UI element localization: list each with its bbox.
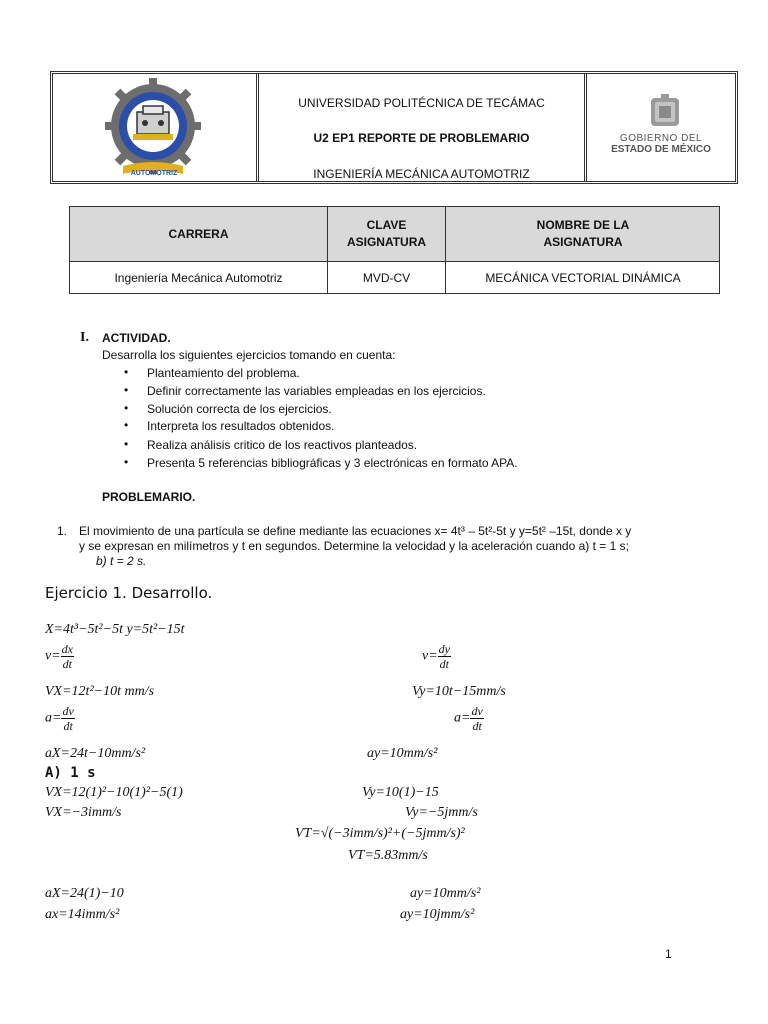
fraction-denominator: dt — [472, 719, 482, 733]
list-item: Presenta 5 referencias bibliográficas y 3 electrónicas en formato APA. — [147, 456, 518, 470]
velocity-def-y — [422, 642, 451, 671]
header-nombre-line2: ASIGNATURA — [543, 235, 623, 249]
list-item: Planteamiento del problema. — [147, 366, 300, 380]
fraction — [438, 642, 451, 671]
fraction-denominator: dt — [439, 657, 449, 671]
fraction-numerator: dv — [471, 704, 483, 718]
page-number: 1 — [665, 947, 672, 961]
header-logo-cell — [53, 74, 259, 181]
cell-clave: MVD-CV — [362, 271, 411, 285]
equation-position: X=4t³−5t²−5t y=5t²−15t — [45, 622, 185, 637]
university-logo — [53, 74, 253, 181]
problemario-heading: PROBLEMARIO. — [102, 490, 196, 504]
velocity-def-x — [45, 642, 74, 671]
part-a-heading: A) 1 s — [45, 765, 96, 781]
accel-def-left — [45, 704, 75, 733]
solution-title: Ejercicio 1. Desarrollo. — [45, 584, 213, 602]
a-label: a= — [45, 710, 62, 726]
v-label: v= — [45, 648, 61, 664]
bullet-icon: • — [124, 365, 129, 379]
accel-y-t1: ay=10mm/s² — [410, 886, 481, 901]
list-item: Solución correcta de los ejercicios. — [147, 402, 332, 416]
header-table — [50, 71, 738, 184]
accel-def-right — [454, 704, 484, 733]
cell-nombre: MECÁNICA VECTORIAL DINÁMICA — [485, 271, 681, 285]
bullet-icon: • — [124, 401, 129, 415]
velocity-total-result: VT=5.83mm/s — [348, 848, 428, 863]
state-coat-of-arms-icon — [645, 94, 685, 130]
fraction-denominator: dt — [62, 657, 72, 671]
header-carrera — [70, 207, 327, 261]
list-item: Interpreta los resultados obtenidos. — [147, 419, 335, 433]
section-numeral: I. — [80, 330, 89, 345]
header-clave — [328, 207, 445, 261]
fraction — [470, 704, 483, 733]
problem-line-3: b) t = 2 s. — [96, 554, 147, 568]
list-item: Definir correctamente las variables empleadas en los ejercicios. — [147, 384, 486, 398]
velocity-y-t1: Vy=10(1)−15 — [362, 785, 439, 800]
fraction-denominator: dt — [63, 719, 73, 733]
activity-intro: Desarrolla los siguientes ejercicios tomando en cuenta: — [102, 348, 396, 362]
cell-carrera: Ingeniería Mecánica Automotriz — [114, 271, 283, 285]
problem-line-2: y se expresan en milímetros y t en segundos. Determine la velocidad y la aceleración cuando a) t = 1 s; — [79, 539, 629, 553]
fraction-numerator: dx — [61, 642, 73, 656]
logo-banner-text: AUTOMOTRIZ — [130, 170, 178, 177]
bullet-icon: • — [124, 437, 129, 451]
header-title-cell — [259, 74, 587, 181]
gov-line-2: ESTADO DE MÉXICO — [611, 144, 711, 155]
header-carrera-text: CARRERA — [168, 226, 229, 241]
problem-line-1: El movimiento de una partícula se define mediante las ecuaciones x= 4t³ – 5t²-5t y y=5t² –15t, donde x y — [79, 524, 632, 538]
problem-number: 1. — [57, 524, 68, 538]
accel-x-t1-result: ax=14imm/s² — [45, 907, 120, 922]
bullet-icon: • — [124, 455, 129, 469]
fraction-numerator: dy — [438, 642, 450, 656]
velocity-x-general: VX=12t²−10t mm/s — [45, 684, 155, 699]
header-nombre-line1: NOMBRE DE LA — [536, 218, 630, 232]
header-clave-line1: CLAVE — [366, 218, 407, 232]
velocity-x-t1: VX=12(1)²−10(1)²−5(1) — [45, 785, 183, 800]
velocity-y-general: Vy=10t−15mm/s — [412, 684, 506, 699]
fraction — [61, 704, 74, 733]
velocity-x-t1-result: VX=−3imm/s — [45, 805, 122, 820]
fraction — [61, 642, 74, 671]
header-gov-cell — [587, 74, 735, 181]
program-name: INGENIERÍA MECÁNICA AUTOMOTRIZ — [313, 167, 530, 181]
accel-y-general: ay=10mm/s² — [367, 746, 438, 761]
gov-line-1: GOBIERNO DEL — [619, 133, 703, 144]
report-title: U2 EP1 REPORTE DE PROBLEMARIO — [313, 131, 530, 145]
course-info-table — [69, 206, 720, 294]
a-label: a= — [454, 710, 471, 726]
header-clave-line2: ASIGNATURA — [346, 235, 427, 249]
accel-x-t1: aX=24(1)−10 — [45, 886, 124, 901]
velocity-total: VT=√(−3imm/s)²+(−5jmm/s)² — [295, 826, 465, 841]
fraction-numerator: dv — [62, 704, 74, 718]
university-name: UNIVERSIDAD POLITÉCNICA DE TECÁMAC — [298, 96, 545, 110]
bullet-icon: • — [124, 418, 129, 432]
list-item: Realiza análisis critico de los reactivos planteados. — [147, 438, 418, 452]
activity-heading: ACTIVIDAD. — [102, 331, 171, 345]
velocity-y-t1-result: Vy=−5jmm/s — [405, 805, 478, 820]
accel-x-general: aX=24t−10mm/s² — [45, 746, 146, 761]
bullet-icon: • — [124, 383, 129, 397]
accel-y-t1-result: ay=10jmm/s² — [400, 907, 475, 922]
v-label: v= — [422, 648, 438, 664]
header-nombre — [446, 207, 720, 261]
